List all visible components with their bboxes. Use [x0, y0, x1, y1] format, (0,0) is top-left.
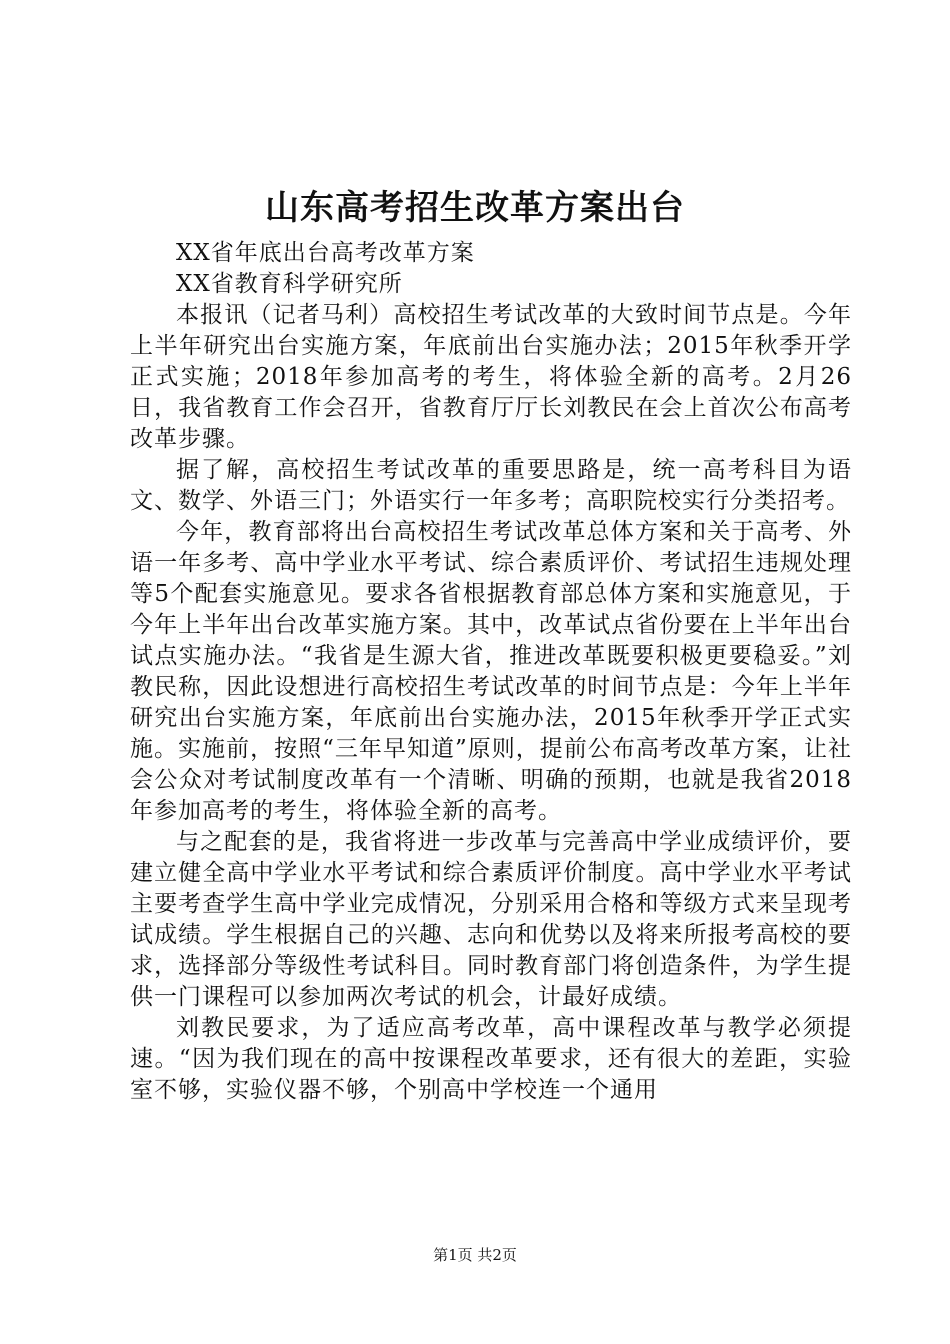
paragraph: 刘教民要求，为了适应高考改革，高中课程改革与教学必须提速。“因为我们现在的高中按课程改革要求，还有很大的差距，实验室不够，实验仪器不够，个别高中学校连一个通用	[130, 1015, 852, 1103]
paragraph: 据了解，高校招生考试改革的重要思路是，统一高考科目为语文、数学、外语三门；外语实行一年多考；高职院校实行分类招考。	[130, 457, 852, 514]
document-title: 山东高考招生改革方案出台	[265, 188, 685, 228]
paragraph: 今年，教育部将出台高校招生考试改革总体方案和关于高考、外语一年多考、高中学业水平考试、综合素质评价、考试招生违规处理等5个配套实施意见。要求各省根据教育部总体方案和实施意见，于今年上半年出台改革实施方案。其中，改革试点省份要在上半年出台试点实施办法。“我省是生源大省，推进改革既要积极更要稳妥。”刘教民称，因此设想进行高校招生考试改革的时间节点是：今年上半年研究出台实施方案，年底前出台实施办法，2015年秋季开学正式实施。实施前，按照“三年早知道”原则，提前公布高考改革方案，让社会公众对考试制度改革有一个清晰、明确的预期，也就是我省2018年参加高考的考生，将体验全新的高考。	[130, 519, 852, 824]
paragraph: 本报讯（记者马利）高校招生考试改革的大致时间节点是。今年上半年研究出台实施方案，年底前出台实施办法；2015年秋季开学正式实施；2018年参加高考的考生，将体验全新的高考。2月26日，我省教育工作会召开，省教育厅厅长刘教民在会上首次公布高考改革步骤。	[130, 302, 852, 452]
paragraph: 与之配套的是，我省将进一步改革与完善高中学业成绩评价，要建立健全高中学业水平考试和综合素质评价制度。高中学业水平考试主要考查学生高中学业完成情况，分别采用合格和等级方式来呈现考试成绩。学生根据自己的兴趣、志向和优势以及将来所报考高校的要求，选择部分等级性考试科目。同时教育部门将创造条件，为学生提供一门课程可以参加两次考试的机会，计最好成绩。	[130, 829, 852, 1010]
page-number-footer: 第1页 共2页	[433, 1246, 517, 1264]
paragraph-subtitle: XX省年底出台高考改革方案	[176, 240, 475, 266]
paragraph-source: XX省教育科学研究所	[176, 271, 403, 297]
document-body	[130, 238, 852, 1106]
